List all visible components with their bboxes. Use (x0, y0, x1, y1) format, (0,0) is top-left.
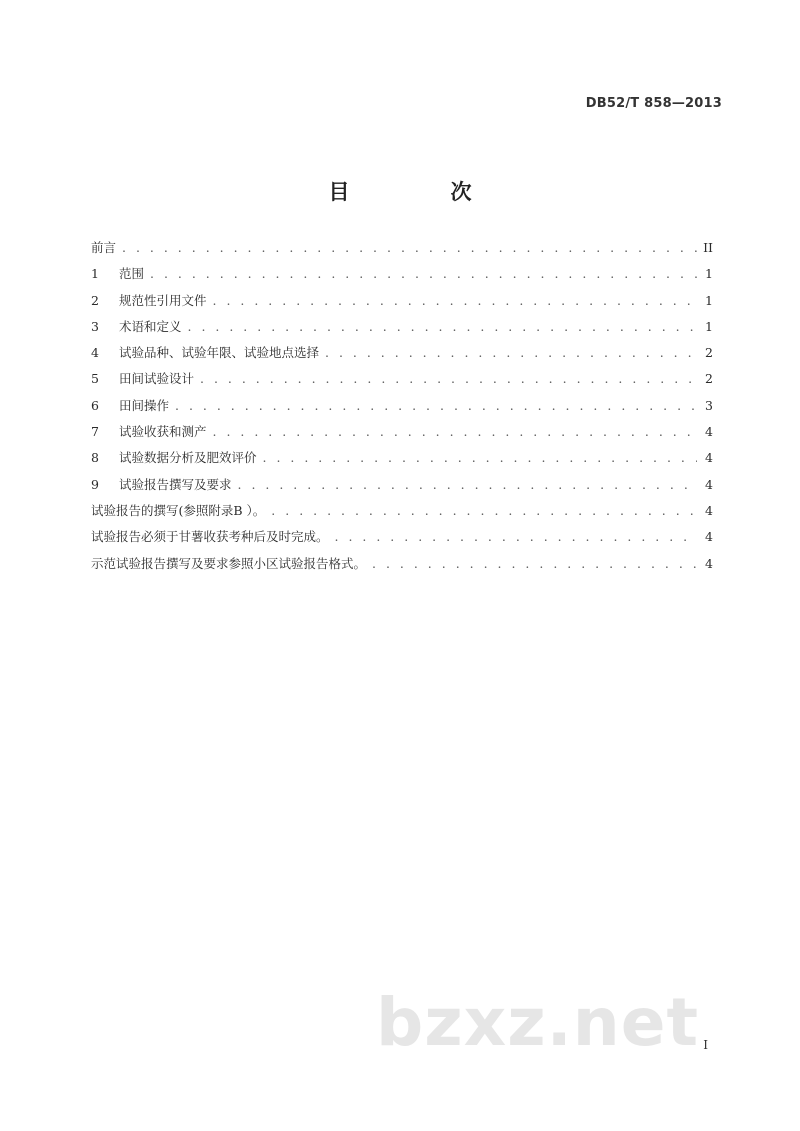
toc-entry-page: II (703, 240, 713, 255)
toc-entry-page: 4 (705, 502, 713, 518)
toc-entry-page: 1 (705, 266, 713, 282)
toc-entry-number: 4 (91, 345, 99, 361)
toc-entry-page: 4 (705, 424, 713, 440)
dot-leader (271, 501, 697, 521)
toc-entry-page: 2 (705, 371, 713, 387)
toc-entry-2[interactable] (91, 291, 713, 317)
dot-leader (188, 317, 697, 337)
toc-entry-report-deadline[interactable] (91, 527, 713, 553)
toc-entry-label: 试验数据分析及肥效评价 (119, 450, 257, 466)
toc-entry-number: 8 (91, 450, 99, 466)
toc-entry-label: 试验收获和测产 (119, 424, 207, 440)
page-number: I (703, 1038, 708, 1052)
toc-entry-5[interactable] (91, 369, 713, 395)
dot-leader (175, 396, 697, 416)
toc-entry-page: 1 (705, 292, 713, 308)
toc-entry-page: 4 (705, 529, 713, 545)
dot-leader (213, 422, 697, 442)
toc-entry-3[interactable] (91, 317, 713, 343)
toc-entry-number: 7 (91, 424, 99, 440)
toc-entry-label: 范围 (119, 266, 145, 282)
toc-entry-6[interactable] (91, 396, 713, 422)
toc-entry-label: 试验报告撰写及要求 (119, 476, 232, 492)
dot-leader (122, 238, 697, 258)
dot-leader (263, 448, 697, 468)
toc-entry-label: 田间试验设计 (119, 371, 195, 387)
dot-leader (325, 343, 697, 363)
toc-entry-demo-report[interactable] (91, 554, 713, 580)
toc-entry-page: 4 (705, 555, 713, 571)
toc-entry-label: 规范性引用文件 (119, 292, 207, 308)
toc-title: 目 次 (328, 180, 512, 204)
toc-entry-label: 试验报告必须于甘薯收获考种后及时完成。 (91, 529, 329, 545)
toc-entry-number: 2 (91, 292, 99, 308)
toc-entry-label: 试验品种、试验年限、试验地点选择 (119, 345, 320, 361)
toc-entry-number: 3 (91, 318, 99, 334)
toc-entry-1[interactable] (91, 264, 713, 290)
toc-entry-number: 1 (91, 266, 99, 282)
toc-entry-report-writing[interactable] (91, 501, 713, 527)
standard-code: DB52/T 858—2013 (585, 96, 722, 111)
toc-entry-number: 9 (91, 476, 99, 492)
toc-entry-page: 2 (705, 345, 713, 361)
dot-leader (335, 527, 697, 547)
dot-leader (372, 554, 697, 574)
dot-leader (150, 264, 697, 284)
toc-entry-number: 5 (91, 371, 99, 387)
toc-entry-label: 示范试验报告撰写及要求参照小区试验报告格式。 (91, 555, 367, 571)
toc-entry-label: 前言 (91, 240, 117, 255)
dot-leader (200, 369, 697, 389)
dot-leader (238, 475, 697, 495)
toc-entry-label: 田间操作 (119, 397, 170, 413)
toc-entry-foreword[interactable] (91, 238, 713, 264)
toc-entry-page: 1 (705, 318, 713, 334)
toc-entry-label: 试验报告的撰写(参照附录B ）。 (91, 502, 266, 518)
toc-entry-label: 术语和定义 (119, 318, 182, 334)
toc-entry-page: 4 (705, 476, 713, 492)
watermark: bzxz.net (376, 984, 700, 1061)
toc-entry-8[interactable] (91, 448, 713, 474)
toc-entry-7[interactable] (91, 422, 713, 448)
dot-leader (213, 291, 697, 311)
table-of-contents (91, 238, 713, 580)
toc-entry-9[interactable] (91, 475, 713, 501)
toc-entry-page: 4 (705, 450, 713, 466)
toc-entry-number: 6 (91, 397, 99, 413)
toc-entry-page: 3 (705, 397, 713, 413)
toc-entry-4[interactable] (91, 343, 713, 369)
